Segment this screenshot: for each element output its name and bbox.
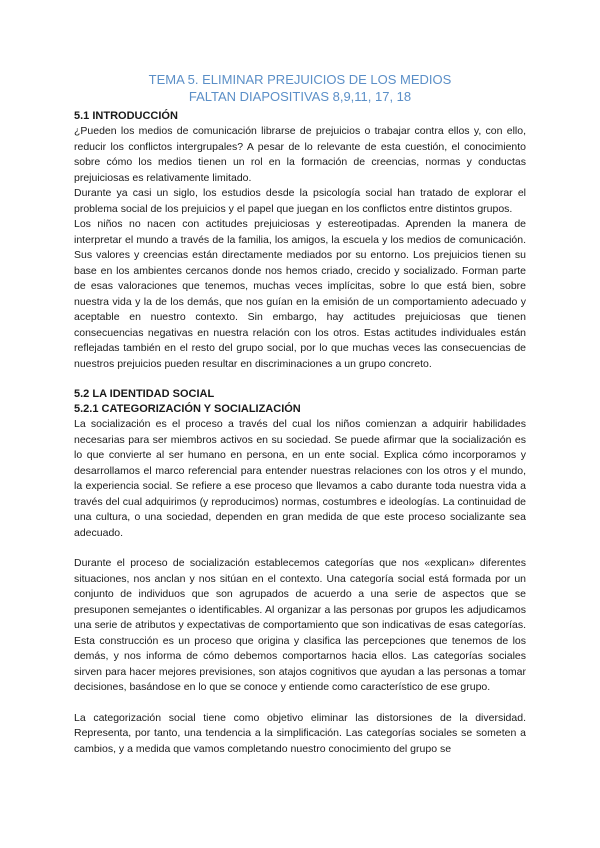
paragraph: La categorización social tiene como objetivo eliminar las distorsiones de la diversidad. Representa, por tanto, una tendencia a la simplificación. Las categorías sociales se someten a cambios, y a medida que vamos completando nuestro conocimiento del grupo se xyxy=(74,711,526,755)
document-title-line-2: FALTAN DIAPOSITIVAS 8,9,11, 17, 18 xyxy=(188,89,412,104)
section-5-2-heading: 5.2 LA IDENTIDAD SOCIAL xyxy=(74,388,215,400)
document-title-line-1: TEMA 5. ELIMINAR PREJUICIOS DE LOS MEDIOS xyxy=(148,72,452,87)
spacer xyxy=(74,541,526,556)
paragraph: Durante ya casi un siglo, los estudios desde la psicología social han tratado de explorar el problema social de los prejuicios y el papel que juegan en los conflictos entre distintos grupos. xyxy=(74,187,526,215)
paragraph: La socialización es el proceso a través del cual los niños comienzan a adquirir habilidades necesarias para ser miembros activos en su sociedad. Se puede afirmar que la socialización es lo que convierte al ser humano en persona, en un ente social. Explica cómo incorporamos y desarrollamos el marco referencial para entender nuestras relaciones con los otros y el mundo, la experiencia social. Se refiere a ese proceso que llevamos a cabo durante toda nuestra vida a través del cual adquirimos (y reproducimos) normas, costumbres e ideologías. La continuidad de una cultura, o una sociedad, dependen en gran medida de que este proceso socializante sea adecuado. xyxy=(74,418,526,539)
section-5-1-heading: 5.1 INTRODUCCIÓN xyxy=(74,110,178,122)
paragraph: Los niños no nacen con actitudes prejuiciosas y estereotipadas. Aprenden la manera de interpretar el mundo a través de la familia, los amigos, la escuela y los medios de comunicación. Sus valores y creencias están directamente mediados por su entorno. Los prejuicios tienen su base en los ambientes cercanos donde nos hemos criado, crecido y socializado. Forman parte de esas valoraciones que tenemos, muchas veces implícitas, sobre lo que está bien, sobre nuestra vida y la de los demás, que nos guían en la emisión de un comportamiento adecuado y aceptable en nuestro contexto. Sin embargo, hay actitudes prejuiciosas que tienen consecuencias negativas en nuestra relación con los otros. Estas actitudes individuales están reflejadas también en el resto del grupo social, por lo que muchas veces las consecuencias de nuestros prejuicios pueden resultar en discriminaciones a un grupo concreto. xyxy=(74,218,526,370)
spacer xyxy=(74,372,526,387)
spacer xyxy=(74,696,526,711)
paragraph: ¿Pueden los medios de comunicación librarse de prejuicios o trabajar contra ellos y, con ello, reducir los conflictos intergrupales? A pesar de lo relevante de esta cuestión, el conocimiento sobre cómo los medios tienen un rol en la formación de creencias, normas y conductas prejuiciosas es relativamente limitado. xyxy=(74,125,526,184)
document-content xyxy=(74,71,526,757)
section-5-2-1-heading: 5.2.1 CATEGORIZACIÓN Y SOCIALIZACIÓN xyxy=(74,403,301,415)
paragraph: Durante el proceso de socialización establecemos categorías que nos «explican» diferentes situaciones, nos anclan y nos sitúan en el contexto. Una categoría social está formada por un conjunto de individuos que son agrupados de acuerdo a una serie de aspectos que se presuponen semejantes o identificables. Al organizar a las personas por grupos les adjudicamos una serie de atributos y expectativas de comportamiento que son indicativas de esas categorías. Esta construcción es un proceso que origina y clasifica las percepciones que tenemos de los demás, y nos informa de cómo debemos comportarnos hacia ellos. Las categorías sociales sirven para hacer mejores previsiones, son atajos cognitivos que ayudan a las personas a tomar decisiones, basándose en lo que se conoce y entiende como característico de ese grupo. xyxy=(74,557,526,693)
